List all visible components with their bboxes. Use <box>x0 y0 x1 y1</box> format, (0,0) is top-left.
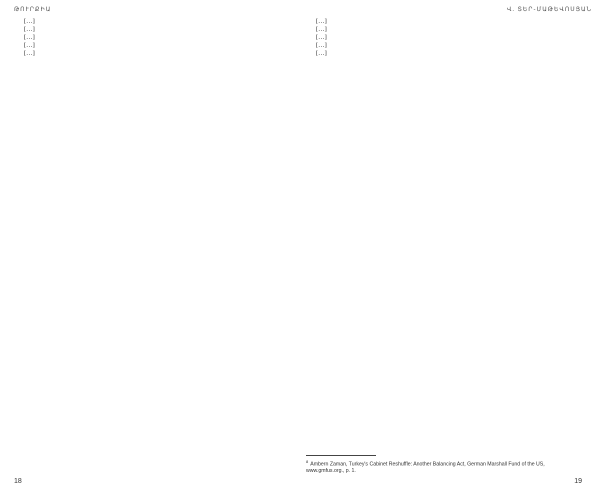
right-page <box>306 0 592 496</box>
right-body-text <box>306 18 582 448</box>
right-paragraph-3: […] <box>316 34 327 42</box>
footnote <box>306 459 582 475</box>
right-paragraph-4: […] <box>316 42 327 50</box>
left-page-number: 18 <box>14 478 22 485</box>
left-body-text <box>14 18 290 448</box>
right-paragraph-5: […] <box>316 50 327 58</box>
left-paragraph-5: […] <box>24 50 35 58</box>
right-paragraph-1: […] <box>316 18 327 25</box>
left-paragraph-3: […] <box>24 34 35 42</box>
footnote-divider <box>306 455 376 456</box>
footnote-marker: 8 <box>306 459 309 464</box>
left-paragraph-4: […] <box>24 42 35 50</box>
left-paragraph-1: […] <box>24 18 35 25</box>
right-page-number: 19 <box>574 478 582 485</box>
left-page <box>14 0 300 496</box>
left-paragraph-2: […] <box>24 26 35 34</box>
right-running-head: Վ. ՏԵՐ-ՄԱԹԵՎՈՍՅԱՆ <box>506 7 592 13</box>
footnote-text: Ambern Zaman, Turkey's Cabinet Reshuffle: Another Balancing Act, German Marshall Fund of the US, www.gmfus.org., p. 1. <box>306 461 545 475</box>
left-running-head: ԹՈՒՐՔԻԱ <box>14 7 52 13</box>
right-paragraph-2: […] <box>316 26 327 34</box>
